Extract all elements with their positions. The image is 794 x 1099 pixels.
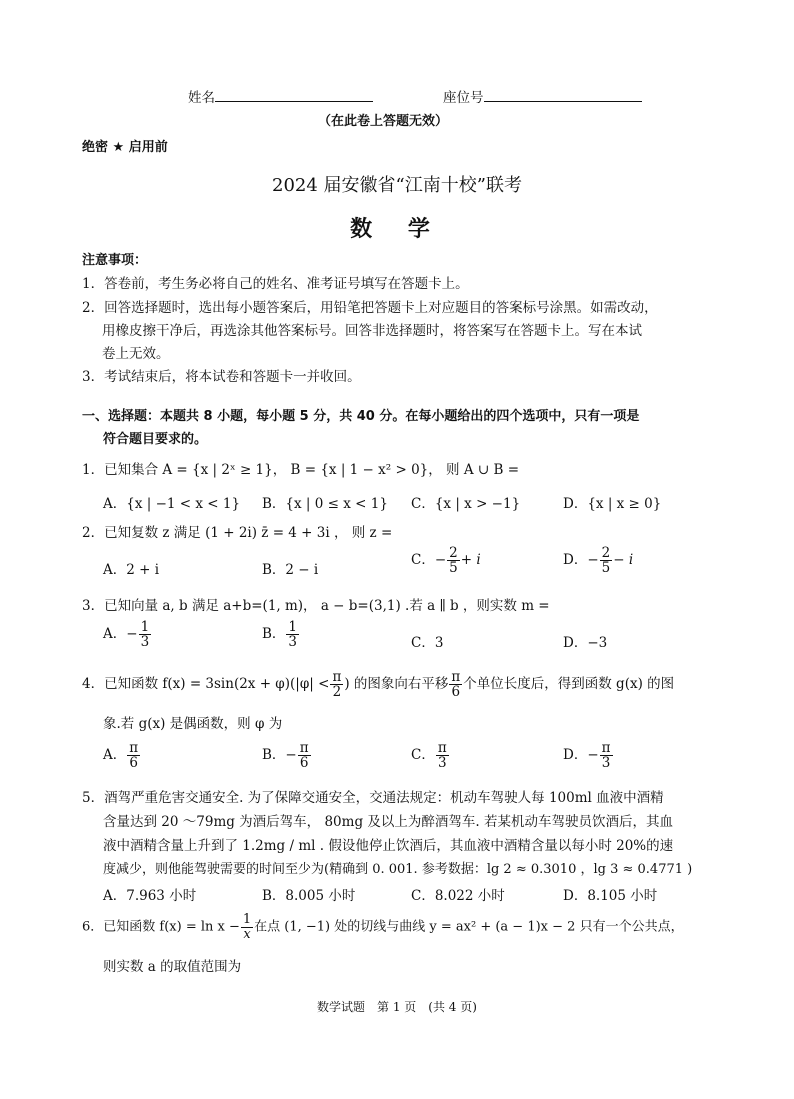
numerator: π [451, 669, 461, 685]
question-5-stem: 5．酒驾严重危害交通安全. 为了保障交通安全，交通法规定：机动车驾驶人每 100ml 血液中酒精 [82, 790, 664, 806]
question-1-option-d: D．{x | x ≥ 0} [563, 496, 662, 512]
question-2-option-a: A．2 + i [103, 562, 160, 578]
name-blank-line [215, 87, 373, 102]
option-label: B． [262, 747, 286, 764]
denominator: 5 [449, 560, 458, 577]
fraction [330, 670, 343, 699]
numerator: 1 [140, 619, 150, 635]
denominator: 6 [299, 755, 309, 772]
instruction-item: 3．考试结束后，将本试卷和答题卡一并收回。 [82, 369, 361, 385]
numerator: π [129, 740, 139, 756]
question-5-option-b: B．8.005 小时 [262, 888, 356, 904]
fraction [286, 620, 299, 649]
seat-field [443, 86, 642, 106]
option-tail: − i [613, 552, 634, 569]
denominator: 3 [437, 755, 447, 772]
question-5-stem-continued: 含量达到 20 ～79mg 为酒后驾车， 80mg 及以上为醉酒驾车. 若某机动车驾驶员饮酒后，其血 [103, 814, 673, 830]
question-3-option-d: D．−3 [563, 635, 608, 651]
question-5-option-c: C．8.022 小时 [411, 888, 505, 904]
minus-sign: − [587, 747, 599, 764]
question-3-option-a [103, 620, 152, 649]
minus-sign: − [285, 747, 297, 764]
question-5-option-a: A．7.963 小时 [103, 888, 197, 904]
option-tail: + i [460, 552, 481, 569]
question-2-option-b: B．2 − i [262, 562, 319, 578]
option-label: D． [563, 552, 588, 569]
stem-text: 6．已知函数 f(x) = ln x − [82, 919, 240, 935]
option-label: C． [411, 747, 435, 764]
instruction-item-continued: 卷上无效。 [102, 346, 170, 362]
denominator: 3 [601, 755, 611, 772]
name-field [188, 86, 373, 106]
fraction [139, 620, 152, 649]
fraction [127, 741, 140, 770]
fraction [600, 546, 613, 575]
instruction-item: 2．回答选择题时，选出每小题答案后，用铅笔把答题卡上对应题目的答案标号涂黑。如需改动， [82, 300, 658, 316]
question-1-stem: 1．已知集合 A = {x | 2ˣ ≥ 1}， B = {x | 1 − x² > 0}， 则 A ∪ B = [82, 462, 520, 478]
question-2-stem: 2．已知复数 z 满足 (1 + 2i) z̄ = 4 + 3i ， 则 z = [82, 525, 393, 541]
question-2-option-c [411, 546, 481, 575]
denominator: 6 [451, 684, 461, 701]
name-label: 姓名 [188, 90, 215, 106]
option-label: C． [411, 552, 435, 569]
numerator: 1 [242, 912, 252, 927]
question-4-stem-continued: 象.若 g(x) 是偶函数，则 φ 为 [103, 716, 283, 732]
seat-label: 座位号 [443, 90, 484, 106]
stem-text: ) 的图象向右平移 [344, 676, 449, 693]
fraction [436, 741, 449, 770]
stem-text: 在点 (1, −1) 处的切线与曲线 y = ax² + (a − 1)x − 2 只有一个公共点， [254, 919, 684, 935]
fraction [241, 913, 253, 941]
question-5-stem-continued: 度减少，则他能驾驶需要的时间至少为(精确到 0. 001. 参考数据：lg 2 ≈ 0.3010 ，lg 3 ≈ 0.4771 ) [103, 862, 693, 877]
question-5-option-d: D．8.105 小时 [563, 888, 658, 904]
question-6-stem [82, 913, 684, 941]
denominator: 3 [288, 634, 298, 651]
denominator: x [243, 926, 251, 942]
question-3-option-b [262, 620, 300, 649]
question-4-option-d [563, 741, 614, 770]
confidential-mark: 绝密 ★ 启用前 [82, 140, 168, 155]
option-label: B． [262, 626, 286, 643]
question-4-option-a [103, 741, 141, 770]
fraction [600, 741, 613, 770]
denominator: 2 [332, 684, 342, 701]
numerator: π [332, 669, 342, 685]
numerator: 2 [601, 545, 611, 561]
fraction [447, 546, 460, 575]
denominator: 3 [140, 634, 150, 651]
question-1-option-c: C．{x | x > −1} [411, 496, 521, 512]
numerator: π [299, 740, 309, 756]
section-heading: 一、选择题：本题共 8 小题，每小题 5 分，共 40 分。在每小题给出的四个选项中，只有一项是 [82, 409, 640, 424]
option-label: A． [103, 747, 127, 764]
question-3-stem: 3．已知向量 a, b 满足 a+b=(1, m)， a − b=(3,1) .若 a ∥ b ，则实数 m = [82, 598, 550, 614]
numerator: 1 [288, 619, 298, 635]
numerator: π [437, 740, 447, 756]
stem-text: 4．已知函数 f(x) = 3sin(2x + φ)(|φ| < [82, 676, 330, 693]
numerator: 2 [449, 545, 458, 561]
fraction [449, 670, 462, 699]
denominator: 5 [601, 560, 611, 577]
option-label: D． [563, 747, 588, 764]
instructions-title: 注意事项： [82, 253, 148, 268]
instruction-item-continued: 用橡皮擦干净后，再选涂其他答案标号。回答非选择题时，将答案写在答题卡上。写在本试 [102, 323, 642, 339]
numerator: π [601, 740, 611, 756]
minus-sign: − [126, 626, 138, 643]
denominator: 6 [129, 755, 138, 772]
instruction-item: 1．答卷前，考生务必将自己的姓名、准考证号填写在答题卡上。 [82, 276, 469, 292]
question-2-option-d [563, 546, 633, 575]
exam-title: 2024 届安徽省“江南十校”联考 [272, 175, 522, 196]
answer-invalid-notice: （在此卷上答题无效） [318, 114, 449, 129]
question-3-option-c: C．3 [411, 635, 444, 651]
question-4-stem [82, 670, 674, 699]
question-6-stem-continued: 则实数 a 的取值范围为 [103, 959, 242, 975]
minus-sign: − [434, 552, 447, 569]
question-4-option-b [262, 741, 312, 770]
section-heading-continued: 符合题目要求的。 [103, 432, 208, 447]
seat-blank-line [484, 87, 642, 102]
question-4-option-c [411, 741, 450, 770]
option-label: A． [103, 626, 127, 643]
question-1-option-b: B．{x | 0 ≤ x < 1} [262, 496, 388, 512]
fraction [298, 741, 311, 770]
question-5-stem-continued: 液中酒精含量上升到了 1.2mg / ml . 假设他停止饮酒后，其血液中酒精含量以每小时 20%的速 [103, 838, 674, 854]
subject-title: 数 学 [350, 217, 444, 242]
minus-sign: − [587, 552, 599, 569]
page-footer: 数学试题 第 1 页 (共 4 页) [317, 1000, 477, 1014]
stem-text: 个单位长度后，得到函数 g(x) 的图 [463, 676, 675, 693]
question-1-option-a: A．{x | −1 < x < 1} [103, 496, 241, 512]
